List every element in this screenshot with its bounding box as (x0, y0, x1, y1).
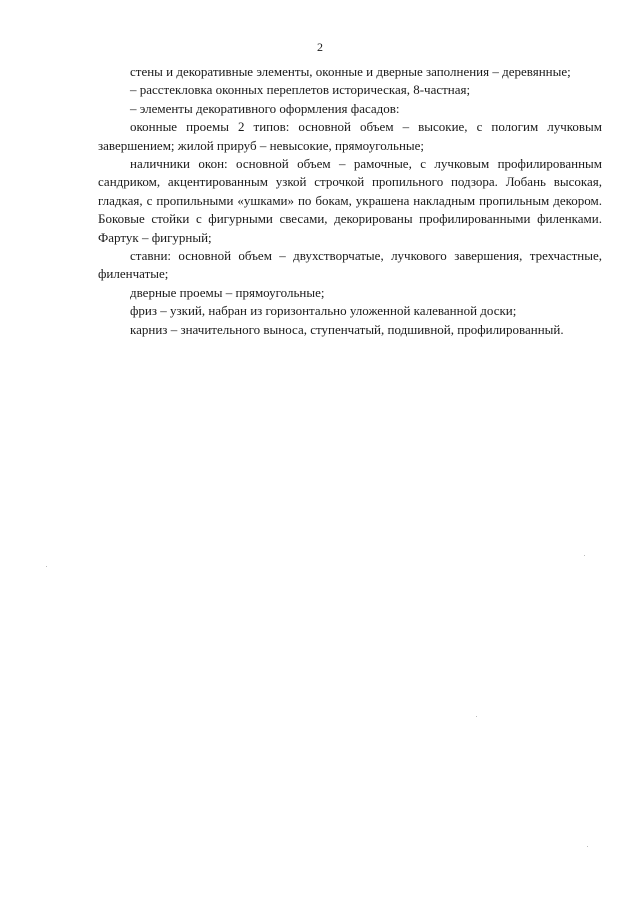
paragraph-decor-heading: – элементы декоративного оформления фасадов: (130, 100, 400, 116)
scan-speck (584, 555, 585, 556)
scan-speck (46, 566, 47, 567)
paragraph-frieze: фриз – узкий, набран из горизонтально уложенной калеванной доски; (130, 303, 517, 319)
paragraph-window-openings: оконные проемы 2 типов: основной объем – высокие, с пологим лучковым завершением; жилой прируб – невысокие, прямоугольные; (98, 119, 602, 153)
paragraph-glazing: – расстекловка оконных переплетов историческая, 8-частная; (130, 82, 471, 98)
paragraph-door-openings: дверные проемы – прямоугольные; (130, 284, 325, 300)
paragraph-window-trims: наличники окон: основной объем – рамочные, с лучковым профилированным сандриком, акцентированным узкой строчкой пропильного подзора. Лобань высокая, гладкая, с пропильными «ушками» по бокам, украшена накладным пропильным декором. Боковые стойки с фигурными свесами, декорированы профилированными филенками. Фартук – фигурный; (98, 156, 602, 245)
paragraph-walls: стены и декоративные элементы, оконные и дверные заполнения – деревянные; (130, 64, 571, 79)
paragraph-cornice: карниз – значительного выноса, ступенчатый, подшивной, профилированный. (130, 321, 564, 337)
paragraph-shutters: ставни: основной объем – двухстворчатые, лучкового завершения, трехчастные, филенчатые; (98, 248, 602, 282)
scan-speck (476, 716, 477, 717)
scan-speck (587, 846, 588, 847)
page-number: 2 (317, 40, 323, 54)
body-text (98, 63, 602, 339)
